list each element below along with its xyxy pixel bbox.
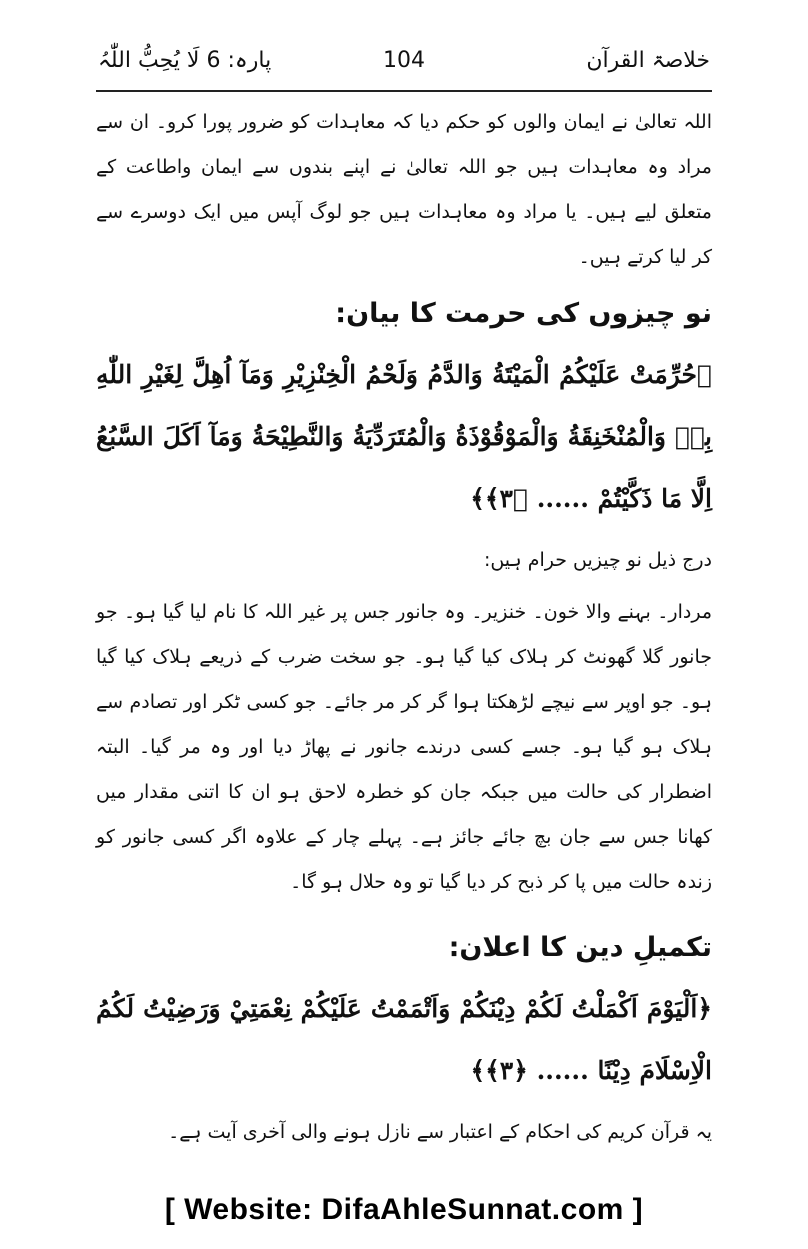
page-header bbox=[98, 44, 710, 84]
section-prohibitions bbox=[96, 292, 712, 530]
section-heading-prohibitions: نو چیزوں کی حرمت کا بیان: bbox=[335, 298, 712, 329]
intro-block bbox=[96, 100, 712, 280]
para-label: پارہ: 6 لَا یُحِبُّ اللّٰہُ bbox=[98, 48, 272, 73]
intro-paragraph: اللہ تعالیٰ نے ایمان والوں کو حکم دیا کہ معاہدات کو ضرور پورا کرو۔ ان سے مراد وہ معاہدات ہیں جو اللہ تعالیٰ نے اپنے بندوں سے ایمان واطاعت کے متعلق لیے ہیں۔ یا مراد وہ معاہدات ہیں جو لوگ آپس میں ایک دوسرے سے کر لیا کرتے ہیں۔ bbox=[96, 111, 712, 268]
completion-paragraph: یہ قرآن کریم کی احکام کے اعتبار سے نازل ہونے والی آخری آیت ہے۔ bbox=[168, 1121, 712, 1143]
section-heading-completion: تکمیلِ دین کا اعلان: bbox=[448, 932, 712, 963]
website-footer: [ Website: DifaAhleSunnat.com ] bbox=[164, 1193, 644, 1226]
page-number: 104 bbox=[383, 48, 425, 73]
prohibitions-explanation bbox=[96, 540, 712, 905]
quran-verse-prohibitions: ﴿حُرِّمَتْ عَلَيْكُمُ الْمَيْتَةُ وَالدَّمُ وَلَحْمُ الْخِنْزِيْرِ وَمَآ اُهِلَّ لِغَيْرِ اللّٰهِ بِهٖ وَالْمُنْخَنِقَةُ وَالْمَوْقُوْذَةُ وَالْمُتَرَدِّيَةُ وَالنَّطِيْحَةُ وَمَآ اَكَلَ السَّبُعُ اِلَّا مَا ذَكَّيْتُمْ ...... ﴿۳﴾﴾ bbox=[96, 360, 712, 513]
book-title: خلاصۃ القرآن bbox=[586, 48, 710, 73]
quran-verse-completion: ﴿اَلْيَوْمَ اَكْمَلْتُ لَكُمْ دِيْنَكُمْ وَاَتْمَمْتُ عَلَيْكُمْ نِعْمَتِيْ وَرَضِيْتُ لَكُمُ الْاِسْلَامَ دِيْنًا ...... ﴿۳﴾﴾ bbox=[96, 994, 712, 1085]
section-completion bbox=[96, 926, 712, 1155]
prohibitions-paragraph: مردار۔ بہنے والا خون۔ خنزیر۔ وہ جانور جس پر غیر اللہ کا نام لیا گیا ہو۔ جو جانور گلا گھونٹ کر ہلاک کیا گیا ہو۔ جو سخت ضرب کے ذریعے ہلاک کیا گیا ہو۔ جو اوپر سے نیچے لڑھکتا ہوا گر کر مر جائے۔ جو کسی ٹکر اور تصادم سے ہلاک ہو گیا ہو۔ جسے کسی درندے جانور نے پھاڑ دیا اور وہ مر گیا۔ البتہ اضطرار کی حالت میں جبکہ جان کو خطرہ لاحق ہو ان کا اتنی مقدار میں کھانا جس سے جان بچ جائے جائز ہے۔ پہلے چار کے علاوہ اگر کسی جانور کو زندہ حالت میں پا کر ذبح کر دیا گیا تو وہ حلال ہو گا۔ bbox=[96, 601, 712, 893]
header-divider bbox=[96, 90, 712, 92]
subheading-nine-things: درج ذیل نو چیزیں حرام ہیں: bbox=[483, 549, 712, 571]
